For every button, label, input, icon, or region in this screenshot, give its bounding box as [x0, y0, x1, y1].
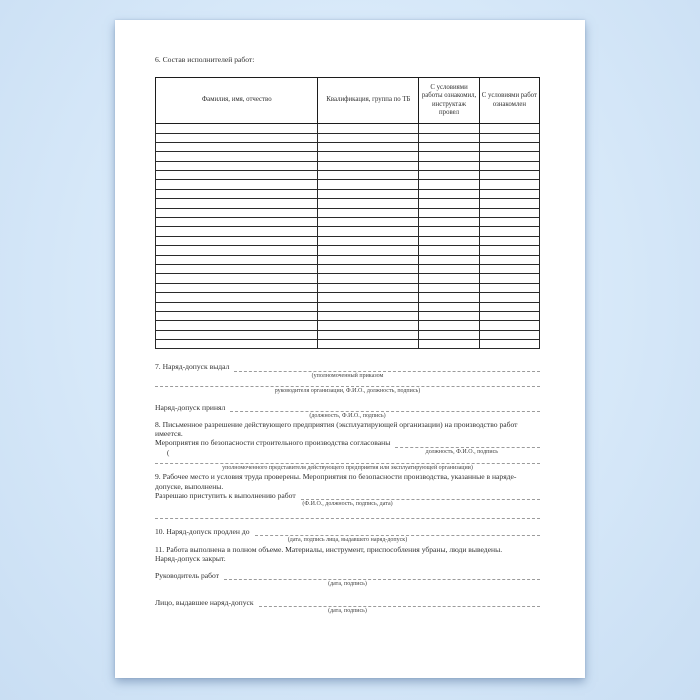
empty-cell — [156, 283, 318, 292]
table-row — [156, 218, 540, 227]
empty-cell — [318, 142, 419, 151]
table-row — [156, 274, 540, 283]
empty-cell — [156, 321, 318, 330]
fill-in-line — [301, 491, 540, 500]
extension-caption: (дата, подпись лица, выдавшего наряд-допуск) — [287, 537, 408, 544]
section8-caption-row — [155, 449, 540, 457]
empty-cell — [156, 330, 318, 339]
table-row — [156, 180, 540, 189]
table-row — [156, 246, 540, 255]
fill-in-line — [224, 571, 540, 580]
empty-cell — [479, 218, 539, 227]
empty-cell — [156, 246, 318, 255]
empty-cell — [479, 246, 539, 255]
col-header-acknowledged: С условиями работ ознакомлен — [479, 78, 539, 124]
empty-cell — [479, 161, 539, 170]
empty-cell — [479, 142, 539, 151]
empty-cell — [318, 161, 419, 170]
empty-cell — [479, 199, 539, 208]
empty-cell — [318, 293, 419, 302]
empty-cell — [479, 152, 539, 161]
col-header-name: Фамилия, имя, отчество — [156, 78, 318, 124]
table-row — [156, 311, 540, 320]
measures-agreed-line — [155, 438, 540, 447]
supervisor-label: Руководитель работ — [155, 571, 220, 581]
empty-cell — [318, 199, 419, 208]
table-row — [156, 264, 540, 273]
empty-cell — [156, 302, 318, 311]
empty-cell — [318, 246, 419, 255]
empty-cell — [156, 124, 318, 133]
permission-label: Разрешаю приступить к выполнению работ — [155, 490, 296, 500]
permit-accepted-caption: (должность, Ф.И.О., подпись) — [309, 412, 386, 419]
empty-cell — [156, 264, 318, 273]
permit-accepted-line — [155, 403, 540, 412]
empty-cell — [318, 227, 419, 236]
empty-cell — [318, 283, 419, 292]
empty-cell — [479, 264, 539, 273]
empty-cell — [419, 264, 479, 273]
table-row — [156, 189, 540, 198]
empty-cell — [479, 274, 539, 283]
table-row — [156, 161, 540, 170]
table-row — [156, 227, 540, 236]
empty-cell — [419, 255, 479, 264]
empty-cell — [156, 255, 318, 264]
measures-agreed-label: Мероприятия по безопасности строительного производства согласованы — [155, 438, 391, 448]
empty-cell — [156, 152, 318, 161]
empty-cell — [156, 311, 318, 320]
empty-cell — [318, 321, 419, 330]
empty-cell — [156, 208, 318, 217]
fill-in-line — [395, 439, 540, 448]
empty-cell — [419, 246, 479, 255]
permit-issued-label: 7. Наряд-допуск выдал — [155, 362, 230, 372]
empty-cell — [318, 208, 419, 217]
permit-issued-caption-2: руководителя организации, Ф.И.О., должность, подпись) — [274, 388, 421, 395]
empty-cell — [419, 311, 479, 320]
col-header-qualification: Квалификация, группа по ТБ — [318, 78, 419, 124]
empty-cell — [318, 255, 419, 264]
empty-cell — [419, 133, 479, 142]
executors-table-body — [156, 124, 540, 349]
empty-cell — [419, 161, 479, 170]
table-row — [156, 133, 540, 142]
empty-cell — [156, 293, 318, 302]
empty-cell — [479, 255, 539, 264]
empty-cell — [318, 152, 419, 161]
issuer-caption: (дата, подпись) — [328, 607, 367, 614]
empty-cell — [156, 274, 318, 283]
section8-paragraph: 8. Письменное разрешение действующего предприятия (эксплуатирующей организации) на производство работ имеется. — [155, 420, 518, 439]
empty-cell — [419, 208, 479, 217]
empty-cell — [318, 133, 419, 142]
empty-cell — [156, 189, 318, 198]
extension-label: 10. Наряд-допуск продлен до — [155, 527, 250, 537]
empty-cell — [419, 199, 479, 208]
section6-title: 6. Состав исполнителей работ: — [155, 55, 255, 64]
empty-cell — [419, 283, 479, 292]
empty-cell — [318, 274, 419, 283]
empty-cell — [479, 340, 539, 349]
empty-cell — [318, 218, 419, 227]
empty-cell — [479, 171, 539, 180]
empty-cell — [479, 236, 539, 245]
table-row — [156, 302, 540, 311]
empty-cell — [419, 152, 479, 161]
section8-caption-right: должность, Ф.И.О., подпись — [425, 448, 498, 455]
empty-cell — [156, 236, 318, 245]
executors-table-header — [156, 78, 540, 124]
fill-in-line — [234, 363, 540, 372]
empty-cell — [156, 133, 318, 142]
empty-cell — [318, 180, 419, 189]
permission-caption: (Ф.И.О., должность, подпись, дата) — [302, 500, 393, 507]
empty-cell — [419, 293, 479, 302]
section11-paragraph: 11. Работа выполнена в полном объеме. Материалы, инструмент, приспособления убраны, люди выведены. — [155, 544, 503, 554]
empty-cell — [156, 340, 318, 349]
empty-cell — [156, 218, 318, 227]
empty-cell — [479, 302, 539, 311]
empty-cell — [479, 321, 539, 330]
col-header-instructed-by: С условиями работы ознакомил, инструктаж провел — [419, 78, 479, 124]
empty-cell — [479, 133, 539, 142]
section8-caption-2: уполномоченного представителя действующего предприятия или эксплуатирующей организации) — [222, 464, 473, 471]
header-row — [156, 78, 540, 124]
table-row — [156, 208, 540, 217]
empty-cell — [419, 189, 479, 198]
empty-cell — [479, 330, 539, 339]
permit-accepted-label: Наряд-допуск принял — [155, 402, 226, 412]
empty-cell — [479, 189, 539, 198]
permit-issued-caption-1: (уполномоченный приказом — [311, 372, 384, 379]
table-row — [156, 255, 540, 264]
empty-cell — [419, 302, 479, 311]
empty-cell — [479, 311, 539, 320]
empty-cell — [318, 311, 419, 320]
permission-line — [155, 491, 540, 500]
empty-cell — [419, 340, 479, 349]
table-row — [156, 293, 540, 302]
empty-cell — [419, 124, 479, 133]
empty-cell — [318, 171, 419, 180]
fill-in-line — [255, 527, 541, 536]
fill-in-line — [155, 462, 540, 464]
empty-cell — [419, 227, 479, 236]
document-page — [115, 20, 585, 678]
empty-cell — [479, 227, 539, 236]
section9-paragraph: 9. Рабочее место и условия труда проверены. Мероприятия по безопасности производства, указанные в наряде-допуске, выполнены. — [155, 472, 517, 491]
table-row — [156, 142, 540, 151]
table-row — [156, 321, 540, 330]
empty-cell — [419, 218, 479, 227]
empty-cell — [479, 208, 539, 217]
issuer-label: Лицо, выдавшее наряд-допуск — [155, 597, 254, 607]
executors-table — [155, 77, 540, 349]
empty-cell — [318, 264, 419, 273]
permit-issued-line — [155, 362, 540, 371]
empty-cell — [419, 321, 479, 330]
empty-cell — [479, 124, 539, 133]
table-row — [156, 171, 540, 180]
empty-cell — [318, 330, 419, 339]
permit-closed-line: Наряд-допуск закрыт. — [155, 553, 226, 563]
supervisor-caption: (дата, подпись) — [328, 581, 367, 588]
extension-line — [155, 527, 540, 536]
table-row — [156, 340, 540, 349]
empty-cell — [156, 161, 318, 170]
issuer-line — [155, 598, 540, 607]
open-paren: ( — [167, 448, 170, 457]
table-row — [156, 152, 540, 161]
fill-in-line — [230, 403, 540, 412]
fill-in-line — [259, 598, 540, 607]
empty-cell — [419, 171, 479, 180]
empty-cell — [479, 293, 539, 302]
fill-in-line — [155, 517, 540, 519]
empty-cell — [479, 283, 539, 292]
empty-cell — [419, 330, 479, 339]
table-row — [156, 283, 540, 292]
document-content — [155, 55, 540, 615]
empty-cell — [318, 189, 419, 198]
empty-cell — [156, 199, 318, 208]
table-row — [156, 236, 540, 245]
empty-cell — [419, 274, 479, 283]
table-row — [156, 199, 540, 208]
empty-cell — [156, 180, 318, 189]
empty-cell — [479, 180, 539, 189]
empty-cell — [419, 142, 479, 151]
table-row — [156, 124, 540, 133]
supervisor-line — [155, 571, 540, 580]
empty-cell — [419, 236, 479, 245]
empty-cell — [318, 124, 419, 133]
empty-cell — [156, 227, 318, 236]
table-row — [156, 330, 540, 339]
fill-in-line — [155, 385, 540, 387]
empty-cell — [318, 236, 419, 245]
empty-cell — [318, 340, 419, 349]
empty-cell — [156, 171, 318, 180]
empty-cell — [318, 302, 419, 311]
empty-cell — [156, 142, 318, 151]
empty-cell — [419, 180, 479, 189]
